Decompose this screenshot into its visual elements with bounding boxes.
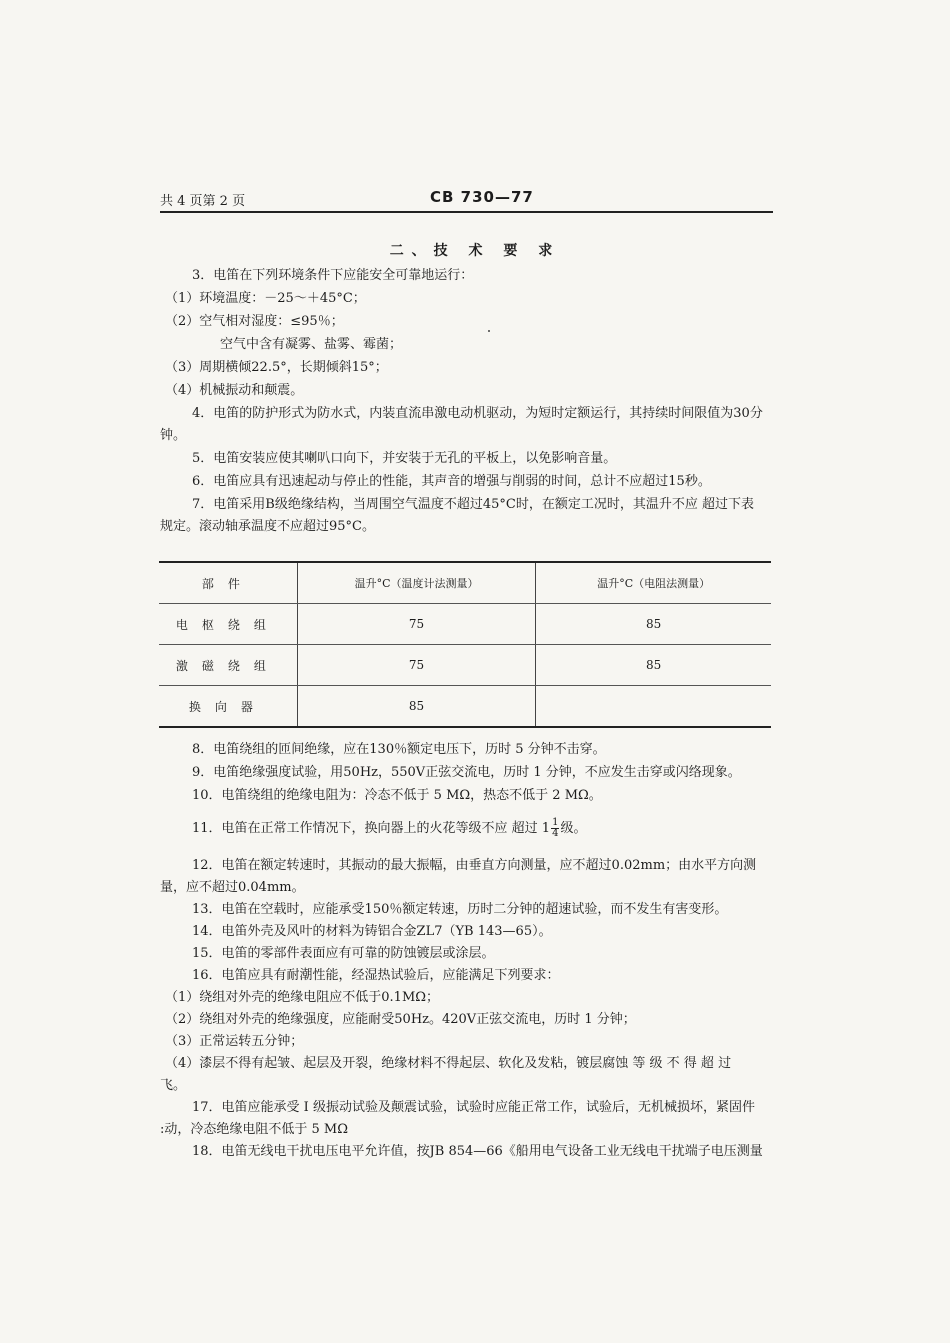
table-cell-part: 电枢绕组 (159, 604, 297, 645)
paragraph-12-line-1: 12．电笛在额定转速时，其振动的最大振幅，由垂直方向测量，应不超过0.02mm；由水平方向测 (192, 858, 757, 873)
table-row (159, 645, 771, 686)
paragraph-16-item-4-line-2: 飞。 (160, 1078, 187, 1093)
page-header (160, 190, 772, 212)
scan-speck (488, 330, 490, 332)
table-header-part: 部件 (159, 562, 297, 604)
fraction-numerator: 1 (552, 817, 559, 828)
paragraph-3-item-1: （1）环境温度：－25～＋45°C； (165, 291, 366, 306)
temperature-rise-table (159, 561, 771, 728)
paragraph-11 (192, 816, 586, 842)
table-row (159, 604, 771, 645)
document-code: CB 730—77 (430, 188, 534, 206)
table-header-row (159, 562, 771, 604)
table-header-thermometer: 温升°C（温度计法测量） (297, 562, 536, 604)
paragraph-17-line-2: :动，冷态绝缘电阻不低于 5 MΩ (160, 1122, 349, 1137)
paragraph-10: 10．电笛绕组的绝缘电阻为：冷态不低于 5 MΩ，热态不低于 2 MΩ。 (192, 788, 602, 803)
table-header-resistance: 温升°C（电阻法测量） (536, 562, 771, 604)
table-cell-thermometer: 75 (297, 645, 536, 686)
paragraph-12-line-2: 量，应不超过0.04mm。 (160, 880, 305, 895)
paragraph-4-line-1: 4．电笛的防护形式为防水式，内装直流串激电动机驱动，为短时定额运行，其持续时间限值为30分 (192, 406, 763, 421)
paragraph-7-line-1: 7．电笛采用B级绝缘结构，当周围空气温度不超过45°C时，在额定工况时，其温升不应 超过下表 (192, 497, 754, 512)
table-cell-resistance: 85 (536, 645, 771, 686)
paragraph-3: 3．电笛在下列环境条件下应能安全可靠地运行： (192, 268, 474, 283)
table-cell-thermometer: 75 (297, 604, 536, 645)
paragraph-18: 18．电笛无线电干扰电压电平允许值，按JB 854—66《船用电气设备工业无线电干扰端子电压测量 (192, 1144, 763, 1159)
page-info: 共 4 页第 2 页 (160, 194, 246, 209)
table-cell-part: 激磁绕组 (159, 645, 297, 686)
paragraph-11-text: 11．电笛在正常工作情况下，换向器上的火花等级不应 超过 1 (192, 821, 551, 836)
table-cell-resistance (536, 686, 771, 728)
paragraph-8: 8．电笛绕组的匝间绝缘，应在130％额定电压下，历时 5 分钟不击穿。 (192, 742, 606, 757)
spark-grade-fraction (551, 818, 559, 839)
paragraph-16-item-2: （2）绕组对外壳的绝缘强度，应能耐受50Hz。420V正弦交流电，历时 1 分钟； (165, 1012, 636, 1027)
paragraph-3-item-4: （4）机械振动和颠震。 (165, 383, 304, 398)
paragraph-9: 9．电笛绝缘强度试验，用50Hz，550V正弦交流电，历时 1 分钟，不应发生击穿或闪络现象。 (192, 765, 741, 780)
paragraph-11-suffix: 级。 (560, 821, 587, 836)
paragraph-3-item-3: （3）周期横倾22.5°，长期倾斜15°； (165, 360, 388, 375)
paragraph-3-item-2b: 空气中含有凝雾、盐雾、霉菌； (220, 337, 403, 352)
paragraph-15: 15．电笛的零部件表面应有可靠的防蚀镀层或涂层。 (192, 946, 495, 961)
paragraph-5: 5．电笛安装应使其喇叭口向下，并安装于无孔的平板上，以免影响音量。 (192, 451, 617, 466)
paragraph-3-item-2: （2）空气相对湿度：≤95％； (165, 314, 344, 329)
table-cell-part: 换向器 (159, 686, 297, 728)
paragraph-7-line-2: 规定。滚动轴承温度不应超过95°C。 (160, 519, 375, 534)
table-row (159, 686, 771, 728)
paragraph-13: 13．电笛在空载时，应能承受150％额定转速，历时二分钟的超速试验，而不发生有害变形。 (192, 902, 728, 917)
section-title: 二、技 术 要 求 (389, 243, 561, 259)
paragraph-4-line-2: 钟。 (160, 428, 187, 443)
paragraph-6: 6．电笛应具有迅速起动与停止的性能，其声音的增强与削弱的时间，总计不应超过15秒。 (192, 474, 711, 489)
paragraph-16: 16．电笛应具有耐潮性能，经湿热试验后，应能满足下列要求： (192, 968, 560, 983)
paragraph-16-item-3: （3）正常运转五分钟； (165, 1034, 304, 1049)
paragraph-16-item-4-line-1: （4）漆层不得有起皱、起层及开裂，绝缘材料不得起层、软化及发粘，镀层腐蚀 等 级 不 得 超 过 (165, 1056, 732, 1071)
fraction-denominator: 4 (552, 828, 559, 839)
header-rule (160, 211, 773, 213)
paragraph-14: 14．电笛外壳及风叶的材料为铸铝合金ZL7（YB 143—65）。 (192, 924, 552, 939)
table-cell-thermometer: 85 (297, 686, 536, 728)
paragraph-17-line-1: 17．电笛应能承受 I 级振动试验及颠震试验，试验时应能正常工作，试验后，无机械损坏，紧固件 (192, 1100, 755, 1115)
paragraph-16-item-1: （1）绕组对外壳的绝缘电阻应不低于0.1MΩ； (165, 990, 440, 1005)
table-cell-resistance: 85 (536, 604, 771, 645)
